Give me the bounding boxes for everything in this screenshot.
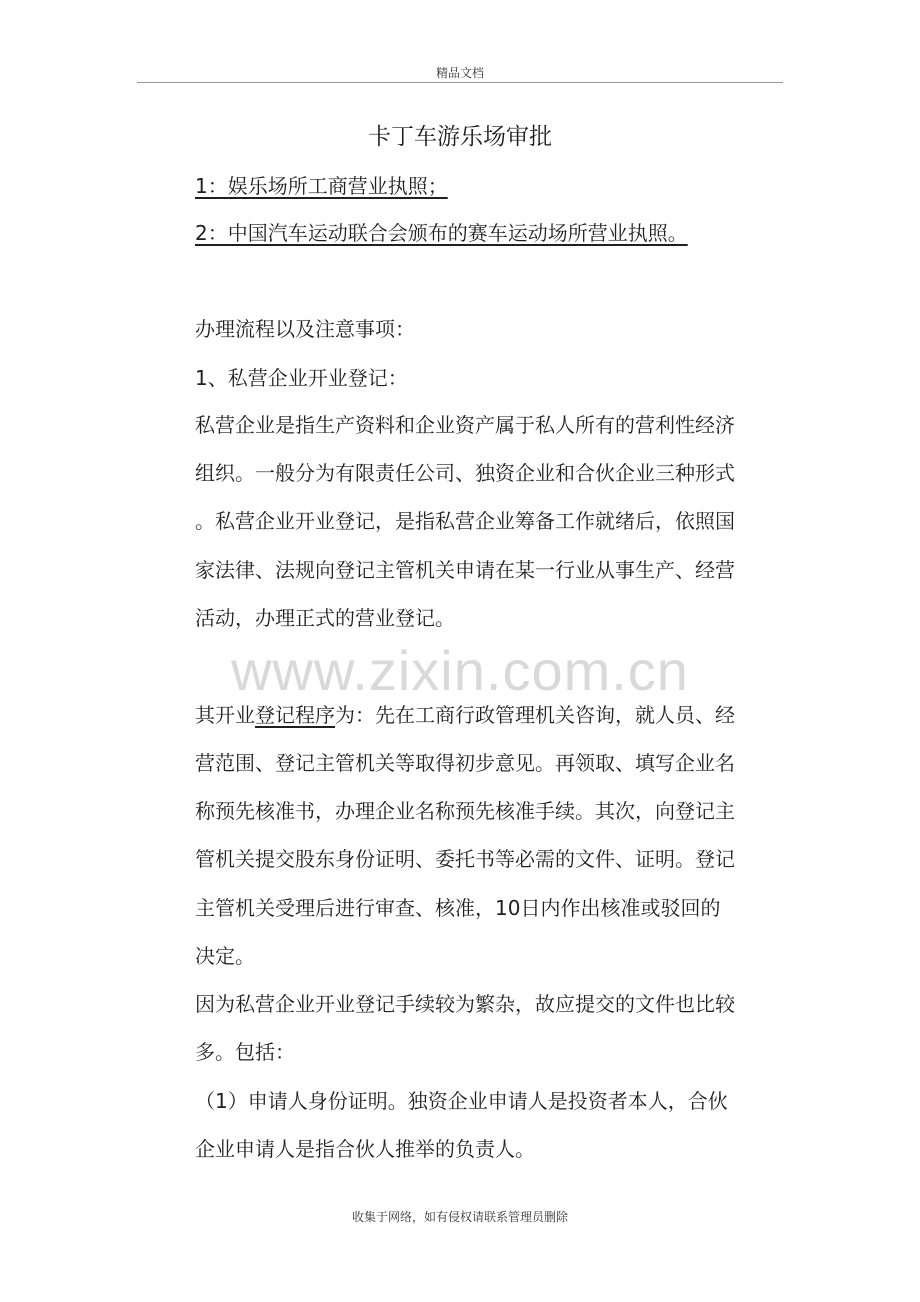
subsection-heading: 1、私营企业开业登记：	[195, 366, 408, 390]
paragraph-line: 企业申请人是指合伙人推举的负责人。	[195, 1137, 535, 1161]
paragraph-line: 称预先核准书，办理企业名称预先核准手续。其次，向登记主	[195, 799, 735, 823]
text-segment: 其开业	[195, 703, 255, 727]
paragraph-line: 决定。	[195, 944, 255, 968]
paragraph-line: 因为私营企业开业登记手续较为繁杂，故应提交的文件也比较	[195, 992, 735, 1016]
header-divider	[137, 82, 783, 83]
watermark-text: www.zixin.com.cn	[231, 639, 689, 702]
paragraph-line: 私营企业是指生产资料和企业资产属于私人所有的营利性经济	[195, 413, 735, 437]
paragraph-line	[195, 701, 735, 729]
paragraph-line: 活动，办理正式的营业登记。	[195, 606, 455, 630]
header-label: 精品文档	[435, 66, 484, 80]
text-segment: 为：先在工商行政管理机关咨询，就人员、经	[335, 703, 735, 727]
underlined-term: 登记程序	[255, 703, 335, 727]
requirement-item-1: 1：娱乐场所工商营业执照；	[195, 174, 448, 198]
paragraph-line: 多。包括：	[195, 1040, 295, 1064]
section-heading: 办理流程以及注意事项：	[195, 317, 415, 341]
paragraph-line: （1）申请人身份证明。独资企业申请人是投资者本人，合伙	[195, 1089, 728, 1113]
paragraph-line: 组织。一般分为有限责任公司、独资企业和合伙企业三种形式	[195, 461, 735, 485]
paragraph-line: 。私营企业开业登记，是指私营企业筹备工作就绪后，依照国	[195, 509, 735, 533]
paragraph-line: 营范围、登记主管机关等取得初步意见。再领取、填写企业名	[195, 751, 735, 775]
footer-label: 收集于网络，如有侵权请联系管理员删除	[351, 1210, 568, 1224]
paragraph-line: 家法律、法规向登记主管机关申请在某一行业从事生产、经营	[195, 558, 735, 582]
requirement-item-2: 2：中国汽车运动联合会颁布的赛车运动场所营业执照。	[195, 221, 688, 245]
paragraph-line: 管机关提交股东身份证明、委托书等必需的文件、证明。登记	[195, 847, 735, 871]
paragraph-line: 主管机关受理后进行审查、核准，10日内作出核准或驳回的	[195, 896, 721, 920]
document-title: 卡丁车游乐场审批	[368, 124, 552, 150]
